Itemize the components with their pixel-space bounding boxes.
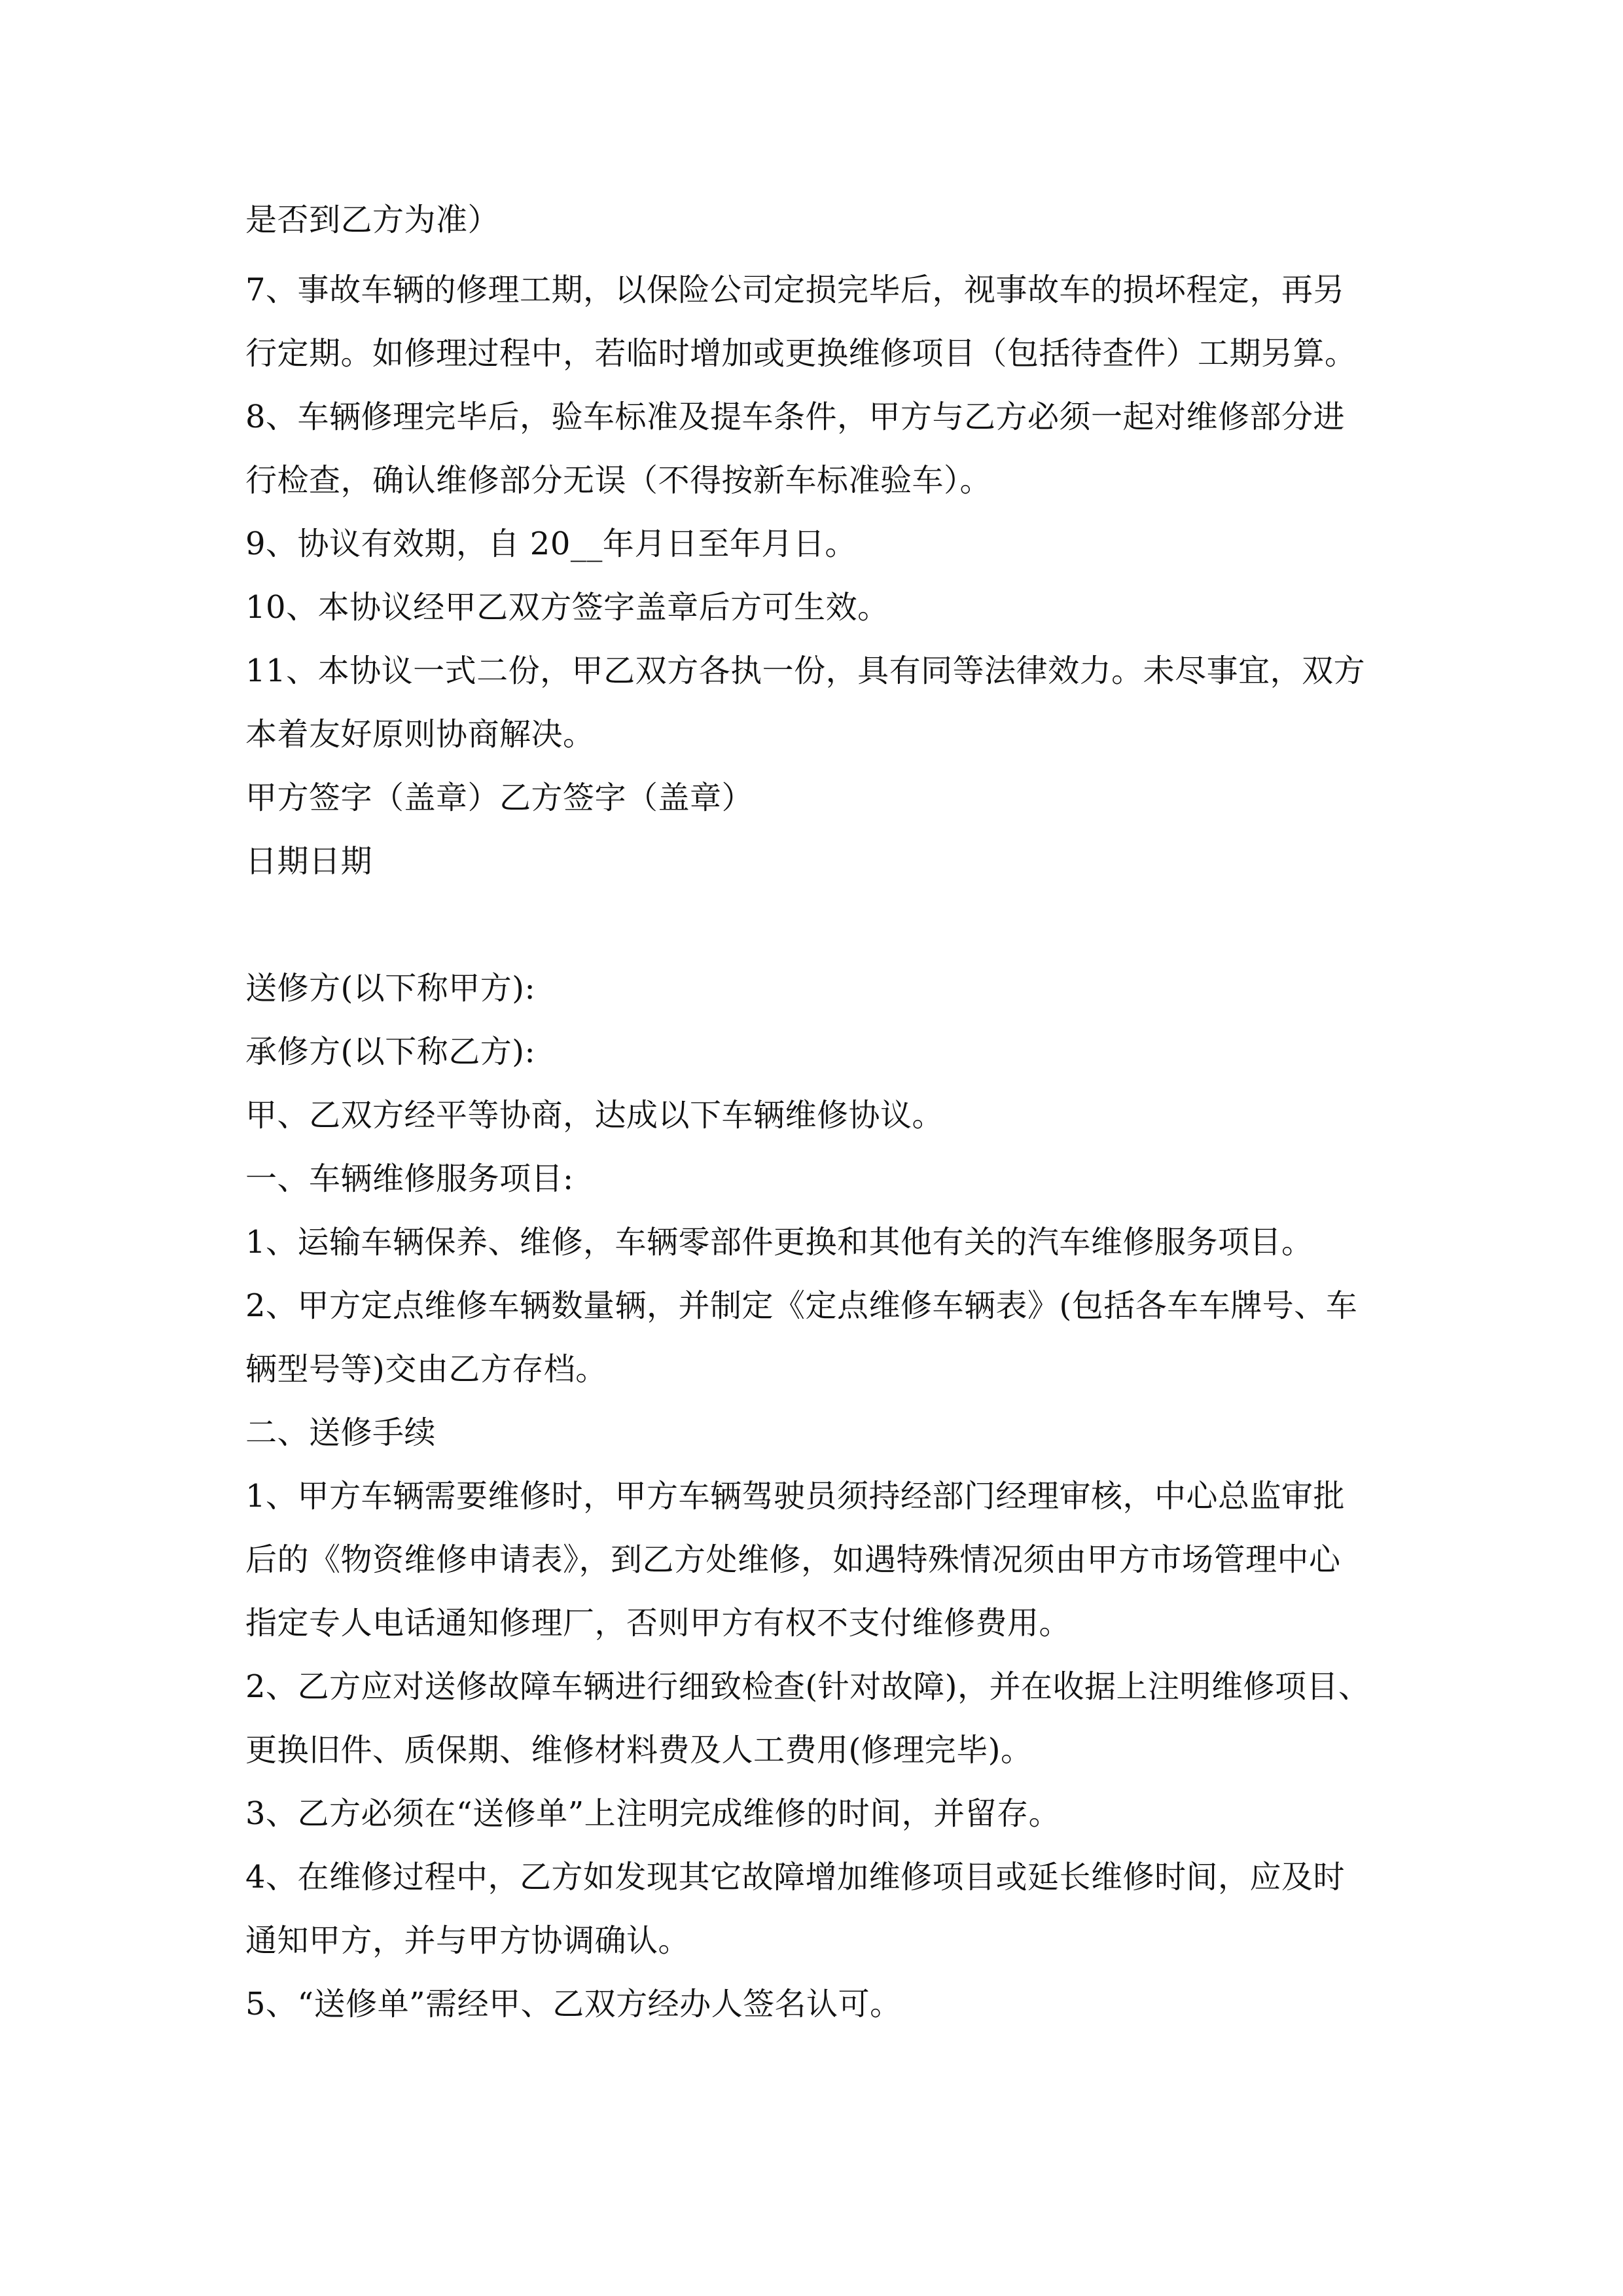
text-line: 行检查，确认维修部分无误（不得按新车标准验车）。: [245, 462, 992, 499]
text-line: 2、乙方应对送修故障车辆进行细致检查(针对故障)，并在收据上注明维修项目、: [245, 1668, 1370, 1705]
text-line: 11、本协议一式二份，甲乙双方各执一份，具有同等法律效力。未尽事宜，双方: [245, 653, 1366, 689]
text-line: 甲、乙双方经平等协商，达成以下车辆维修协议。: [245, 1097, 944, 1134]
text-line: 通知甲方，并与甲方协调确认。: [245, 1922, 690, 1959]
text-line: 一、车辆维修服务项目:: [245, 1160, 574, 1197]
text-line: 后的《物资维修申请表》，到乙方处维修，如遇特殊情况须由甲方市场管理中心: [245, 1541, 1341, 1578]
text-line: 行定期。如修理过程中，若临时增加或更换维修项目（包括待查件）工期另算。: [245, 335, 1357, 372]
text-line: 5、“送修单”需经甲、乙双方经办人签名认可。: [245, 1986, 902, 2022]
text-line: 是否到乙方为准）: [245, 202, 500, 238]
text-line: 4、在维修过程中，乙方如发现其它故障增加维修项目或延长维修时间，应及时: [245, 1859, 1346, 1895]
text-line: 承修方(以下称乙方):: [245, 1033, 536, 1070]
text-line: 日期日期: [245, 843, 373, 880]
text-line: 8、车辆修理完毕后，验车标准及提车条件，甲方与乙方必须一起对维修部分进: [245, 399, 1346, 435]
text-line: 9、协议有效期，自 20__年月日至年月日。: [245, 526, 857, 562]
text-line: 1、甲方车辆需要维修时，甲方车辆驾驶员须持经部门经理审核，中心总监审批: [245, 1478, 1346, 1515]
text-line: 本着友好原则协商解决。: [245, 716, 595, 753]
text-line: 7、事故车辆的修理工期，以保险公司定损完毕后，视事故车的损坏程定，再另: [245, 272, 1346, 308]
text-line: 辆型号等)交由乙方存档。: [245, 1351, 607, 1388]
text-line: 二、送修手续: [245, 1414, 437, 1451]
text-line: 10、本协议经甲乙双方签字盖章后方可生效。: [245, 589, 889, 626]
text-line: 2、甲方定点维修车辆数量辆，并制定《定点维修车辆表》(包括各车车牌号、车: [245, 1287, 1358, 1324]
text-line: 更换旧件、质保期、维修材料费及人工费用(修理完毕)。: [245, 1732, 1033, 1768]
text-line: 3、乙方必须在“送修单”上注明完成维修的时间，并留存。: [245, 1795, 1061, 1832]
text-line: 送修方(以下称甲方):: [245, 970, 536, 1007]
text-line: 1、运输车辆保养、维修，车辆零部件更换和其他有关的汽车维修服务项目。: [245, 1224, 1313, 1261]
text-line: 指定专人电话通知修理厂，否则甲方有权不支付维修费用。: [245, 1605, 1071, 1641]
text-line: 甲方签字（盖章）乙方签字（盖章）: [245, 780, 754, 816]
